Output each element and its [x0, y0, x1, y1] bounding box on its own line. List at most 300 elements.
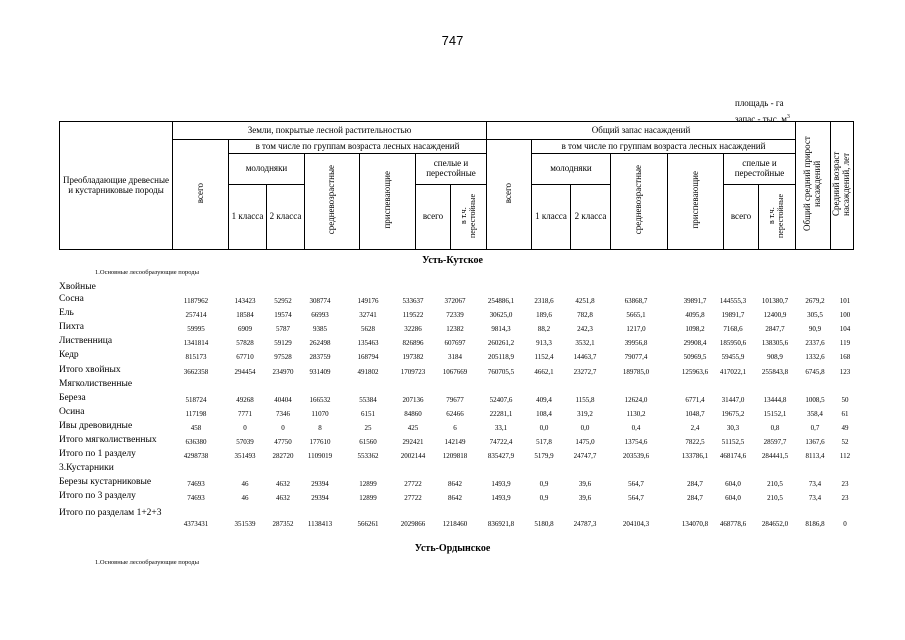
header-species-text: Преобладающие древесные и кустарниковые породы [63, 174, 169, 195]
table-cell: 29908,4 [683, 339, 707, 347]
table-cell: 27722 [404, 494, 422, 502]
table-cell: 0,4 [631, 424, 641, 432]
table-cell: 4632 [276, 480, 290, 488]
table-cell: 607697 [444, 339, 466, 347]
table-cell: 25 [364, 424, 372, 432]
table-row [0, 308, 905, 322]
table-cell: 46 [241, 480, 249, 488]
table-cell: 553362 [357, 452, 379, 460]
row-label: Пихта [59, 322, 84, 332]
table-cell: 6 [453, 424, 457, 432]
header-stock-maturing [668, 154, 724, 250]
table-cell: 67710 [236, 353, 254, 361]
row-label: Итого по 1 разделу [59, 449, 136, 459]
table-cell: 5180,8 [534, 520, 554, 528]
table-cell: 50969,5 [683, 353, 707, 361]
table-cell: 283759 [309, 353, 331, 361]
table-cell: 2679,2 [805, 297, 825, 305]
header-land-maturing [360, 154, 416, 250]
table-cell: 7168,6 [723, 325, 743, 333]
table-cell: 351539 [234, 520, 256, 528]
table-cell: 101 [839, 297, 851, 305]
table-cell: 9814,3 [491, 325, 511, 333]
table-cell: 73,4 [808, 480, 822, 488]
header-stock-groups-text: в том числе по группам возраста лесных насаждений [561, 140, 766, 151]
table-cell: 282720 [272, 452, 294, 460]
header-stock-over [759, 185, 796, 250]
table-cell: 57039 [236, 438, 254, 446]
header-stock-text: Общий запас насаждений [591, 124, 691, 135]
table-row [0, 350, 905, 364]
table-cell: 4662,1 [534, 368, 554, 376]
table-cell: 1067669 [442, 368, 468, 376]
table-cell: 59129 [274, 339, 292, 347]
table-cell: 59995 [187, 325, 205, 333]
table-cell: 52 [841, 438, 849, 446]
table-cell: 292421 [402, 438, 424, 446]
table-cell: 4251,8 [575, 297, 595, 305]
table-cell: 6151 [361, 410, 375, 418]
table-cell: 604,0 [725, 480, 741, 488]
area-unit-note: площадь - га [735, 98, 784, 108]
header-land-class1 [229, 185, 267, 250]
table-cell: 19675,2 [721, 410, 745, 418]
table-cell: 13444,8 [763, 396, 787, 404]
table-cell: 88,2 [537, 325, 551, 333]
header-land-middle [305, 154, 360, 250]
header-land-young [229, 154, 305, 185]
table-cell: 12382 [446, 325, 464, 333]
table-cell: 135463 [357, 339, 379, 347]
table-cell: 1130,2 [626, 410, 646, 418]
table-cell: 39956,8 [624, 339, 648, 347]
header-land-mature [416, 154, 487, 185]
table-cell: 28597,7 [763, 438, 787, 446]
row-label: Итого хвойных [59, 365, 121, 375]
row-label: Березы кустарниковые [59, 477, 152, 487]
header-land-groups-text: в том числе по группам возраста лесных насаждений [255, 140, 460, 151]
row-label: Осина [59, 407, 85, 417]
table-cell: 119522 [402, 311, 424, 319]
table-cell: 564,7 [628, 494, 644, 502]
row-label: Сосна [59, 294, 84, 304]
table-cell: 1493,9 [491, 494, 511, 502]
table-cell: 97528 [274, 353, 292, 361]
table-cell: 66993 [311, 311, 329, 319]
table-cell: 14463,7 [573, 353, 597, 361]
table-cell: 23 [841, 480, 849, 488]
table-cell: 517,8 [536, 438, 552, 446]
table-cell: 7822,5 [685, 438, 705, 446]
table-cell: 5179,9 [534, 452, 554, 460]
table-cell: 125963,6 [681, 368, 709, 376]
table-cell: 305,5 [807, 311, 823, 319]
header-land-young-text: молодняки [245, 163, 288, 174]
header-land-mature-total [416, 185, 451, 250]
section-main-label-1: 1.Основные лесообразующие породы [95, 269, 199, 276]
table-cell: 760705,5 [487, 368, 515, 376]
table-cell: 13754,6 [624, 438, 648, 446]
table-row [0, 421, 905, 435]
table-cell: 294454 [234, 368, 256, 376]
table-cell: 8 [318, 424, 322, 432]
table-cell: 2318,6 [534, 297, 554, 305]
table-cell: 177610 [309, 438, 331, 446]
header-stock-total [487, 140, 532, 250]
table-cell: 61 [841, 410, 849, 418]
table-cell: 255843,8 [761, 368, 789, 376]
region-title-2: Усть-Ордынское [414, 543, 491, 554]
table-cell: 61560 [359, 438, 377, 446]
table-cell: 284,7 [687, 480, 703, 488]
table-cell: 119 [839, 339, 851, 347]
table-cell: 104 [839, 325, 851, 333]
table-cell: 409,4 [536, 396, 552, 404]
table-cell: 2002144 [400, 452, 426, 460]
table-cell: 24747,7 [573, 452, 597, 460]
table-cell: 0,9 [539, 480, 549, 488]
table-cell: 913,3 [536, 339, 552, 347]
table-cell: 636380 [185, 438, 207, 446]
table-cell: 931409 [309, 368, 331, 376]
header-stock-mature-text: спелые и перестойные [734, 158, 785, 178]
header-age-text: Средний возраст насаждений, лет [831, 151, 851, 217]
table-cell: 7771 [238, 410, 252, 418]
table-cell: 63868,7 [624, 297, 648, 305]
table-cell: 815173 [185, 353, 207, 361]
table-cell: 1152,4 [534, 353, 554, 361]
table-cell: 564,7 [628, 480, 644, 488]
table-row [0, 294, 905, 308]
table-cell: 4298738 [183, 452, 209, 460]
table-cell: 8113,4 [805, 452, 825, 460]
table-cell: 0,0 [580, 424, 590, 432]
table-cell: 32741 [359, 311, 377, 319]
header-stock-mature-total-text: всего [730, 211, 752, 222]
group-shrub: 3.Кустарники [59, 463, 114, 473]
table-cell: 134070,8 [681, 520, 709, 528]
table-cell: 3662358 [183, 368, 209, 376]
table-cell: 123 [839, 368, 851, 376]
table-row [0, 336, 905, 350]
table-cell: 319,2 [577, 410, 593, 418]
table-cell: 12400,9 [763, 311, 787, 319]
table-cell: 19574 [274, 311, 292, 319]
table-header [59, 121, 854, 250]
header-stock-young [532, 154, 611, 185]
table-cell: 51152,5 [721, 438, 745, 446]
table-cell: 458 [190, 424, 202, 432]
table-cell: 33,1 [494, 424, 508, 432]
table-cell: 19891,7 [721, 311, 745, 319]
table-cell: 2029866 [400, 520, 426, 528]
table-cell: 1008,5 [805, 396, 825, 404]
table-row [0, 407, 905, 421]
table-cell: 1098,2 [685, 325, 705, 333]
table-row [0, 449, 905, 463]
table-cell: 1341814 [183, 339, 209, 347]
table-row [0, 435, 905, 449]
table-cell: 49 [841, 424, 849, 432]
table-row [0, 322, 905, 336]
table-cell: 79077,4 [624, 353, 648, 361]
table-cell: 234970 [272, 368, 294, 376]
table-cell: 27722 [404, 480, 422, 488]
table-cell: 308774 [309, 297, 331, 305]
table-cell: 1332,6 [805, 353, 825, 361]
table-cell: 59455,9 [721, 353, 745, 361]
table-cell: 142149 [444, 438, 466, 446]
table-cell: 168794 [357, 353, 379, 361]
header-land [173, 122, 487, 140]
header-stock-over-text: в т.ч. перестойные [767, 193, 785, 238]
row-label: Береза [59, 393, 86, 403]
header-land-middle-text: средневозрастные [326, 165, 337, 235]
header-stock-class2 [571, 185, 611, 250]
table-cell: 108,4 [536, 410, 552, 418]
table-cell: 908,9 [767, 353, 783, 361]
header-stock-groups [532, 140, 796, 154]
header-land-mature-text: спелые и перестойные [426, 158, 476, 178]
table-cell: 254886,1 [487, 297, 515, 305]
table-cell: 101380,7 [761, 297, 789, 305]
table-cell: 210,5 [767, 494, 783, 502]
header-stock-maturing-text: приспевающие [689, 171, 700, 229]
table-cell: 8642 [448, 494, 462, 502]
table-cell: 39891,7 [683, 297, 707, 305]
table-cell: 0,9 [539, 494, 549, 502]
table-cell: 2847,7 [765, 325, 785, 333]
group-soft: Мягколиственные [59, 379, 133, 389]
table-cell: 1048,7 [685, 410, 705, 418]
header-land-text: Земли, покрытые лесной растительностью [247, 124, 412, 135]
table-cell: 1367,6 [805, 438, 825, 446]
table-cell: 138305,6 [761, 339, 789, 347]
table-cell: 4373431 [183, 520, 209, 528]
table-cell: 23 [841, 494, 849, 502]
header-land-maturing-text: приспевающие [381, 171, 392, 229]
table-cell: 133786,1 [681, 452, 709, 460]
table-cell: 372067 [444, 297, 466, 305]
table-cell: 3184 [448, 353, 462, 361]
table-cell: 168 [839, 353, 851, 361]
table-cell: 0,8 [770, 424, 780, 432]
header-stock-middle [611, 154, 668, 250]
table-cell: 204104,3 [622, 520, 650, 528]
table-cell: 62466 [446, 410, 464, 418]
table-cell: 189,6 [536, 311, 552, 319]
table-cell: 1209818 [442, 452, 468, 460]
header-land-total-text: всего [194, 182, 205, 204]
table-cell: 8186,8 [805, 520, 825, 528]
header-growth-text: Общий средний прирост насаждений [802, 136, 822, 232]
header-stock-middle-text: средневозрастные [633, 165, 644, 235]
header-stock-mature [724, 154, 796, 185]
table-cell: 210,5 [767, 480, 783, 488]
row-label: Ивы древовидные [59, 421, 133, 431]
table-cell: 203539,6 [622, 452, 650, 460]
table-cell: 79677 [446, 396, 464, 404]
row-label: Итого по разделам 1+2+3 [59, 508, 162, 518]
group-conifer: Хвойные [59, 282, 96, 292]
header-land-over [451, 185, 487, 250]
row-label: Лиственница [59, 336, 113, 346]
table-cell: 1138413 [307, 520, 333, 528]
region-title-1: Усть-Кутское [422, 255, 483, 266]
table-cell: 205118,9 [488, 353, 514, 361]
header-land-over-text: в т.ч. перестойные [458, 193, 477, 238]
page-number: 747 [441, 33, 464, 48]
table-cell: 351493 [234, 452, 256, 460]
table-cell: 189785,0 [622, 368, 650, 376]
table-cell: 24787,3 [573, 520, 597, 528]
table-cell: 533637 [402, 297, 424, 305]
table-cell: 0 [843, 520, 847, 528]
table-cell: 46 [241, 494, 249, 502]
table-cell: 2,4 [690, 424, 700, 432]
header-stock-class2-text: 2 класса [574, 211, 607, 222]
table-cell: 72339 [446, 311, 464, 319]
table-cell: 149176 [357, 297, 379, 305]
row-label: Итого мягколиственных [59, 435, 157, 445]
header-age [831, 122, 854, 250]
table-cell: 90,9 [808, 325, 822, 333]
header-stock-young-text: молодняки [550, 163, 592, 174]
table-cell: 73,4 [808, 494, 822, 502]
table-cell: 100 [839, 311, 851, 319]
row-label: Итого по 3 разделу [59, 491, 136, 501]
table-cell: 207136 [402, 396, 424, 404]
header-stock-mature-total [724, 185, 759, 250]
table-cell: 826896 [402, 339, 424, 347]
table-cell: 287352 [272, 520, 294, 528]
table-cell: 257414 [185, 311, 207, 319]
table-cell: 31447,0 [721, 396, 745, 404]
table-cell: 8642 [448, 480, 462, 488]
table-cell: 1155,8 [575, 396, 595, 404]
table-cell: 9385 [313, 325, 327, 333]
table-cell: 52407,6 [489, 396, 513, 404]
table-cell: 242,3 [577, 325, 593, 333]
table-cell: 284652,0 [761, 520, 789, 528]
table-cell: 18584 [236, 311, 254, 319]
table-cell: 284441,5 [761, 452, 789, 460]
table-row [0, 491, 905, 505]
row-label: Ель [59, 308, 74, 318]
table-cell: 5665,1 [626, 311, 646, 319]
table-cell: 84860 [404, 410, 422, 418]
table-cell: 143423 [234, 297, 256, 305]
table-cell: 468778,6 [719, 520, 747, 528]
table-cell: 30,3 [726, 424, 740, 432]
table-cell: 12899 [359, 494, 377, 502]
table-cell: 0,0 [539, 424, 549, 432]
table-cell: 425 [407, 424, 419, 432]
table-cell: 0 [243, 424, 247, 432]
table-cell: 52952 [274, 297, 292, 305]
table-cell: 604,0 [725, 494, 741, 502]
table-cell: 117198 [185, 410, 207, 418]
table-cell: 4095,8 [685, 311, 705, 319]
header-land-groups [229, 140, 487, 154]
table-cell: 29394 [311, 494, 329, 502]
table-cell: 50 [841, 396, 849, 404]
header-stock-total-text: всего [503, 182, 514, 204]
table-cell: 74693 [187, 480, 205, 488]
table-cell: 284,7 [687, 494, 703, 502]
table-cell: 23272,7 [573, 368, 597, 376]
table-cell: 197382 [402, 353, 424, 361]
header-stock [487, 122, 796, 140]
table-cell: 518724 [185, 396, 207, 404]
header-stock-class1 [532, 185, 571, 250]
table-cell: 6771,4 [685, 396, 705, 404]
header-land-mature-total-text: всего [422, 211, 444, 222]
table-cell: 3532,1 [575, 339, 595, 347]
table-cell: 30625,0 [489, 311, 513, 319]
header-land-class2-text: 2 класса [269, 211, 302, 222]
table-cell: 47750 [274, 438, 292, 446]
table-cell: 836921,8 [487, 520, 515, 528]
table-cell: 6745,8 [805, 368, 825, 376]
table-cell: 1217,0 [626, 325, 646, 333]
table-cell: 39,6 [578, 480, 592, 488]
table-cell: 1109019 [307, 452, 333, 460]
row-label: Кедр [59, 350, 79, 360]
table-cell: 40404 [274, 396, 292, 404]
table-cell: 7346 [276, 410, 290, 418]
table-cell: 12624,0 [624, 396, 648, 404]
table-cell: 1187962 [183, 297, 209, 305]
header-land-class2 [267, 185, 305, 250]
table-cell: 1709723 [400, 368, 426, 376]
table-cell: 782,8 [577, 311, 593, 319]
table-cell: 12899 [359, 480, 377, 488]
table-cell: 112 [839, 452, 851, 460]
table-row [0, 365, 905, 379]
table-cell: 1475,0 [575, 438, 595, 446]
table-cell: 417022,1 [719, 368, 747, 376]
table-cell: 15152,1 [763, 410, 787, 418]
table-cell: 4632 [276, 494, 290, 502]
header-growth [796, 122, 831, 250]
table-cell: 39,6 [578, 494, 592, 502]
table-cell: 144555,3 [719, 297, 747, 305]
table-cell: 262498 [309, 339, 331, 347]
table-cell: 74693 [187, 494, 205, 502]
table-cell: 1493,9 [491, 480, 511, 488]
table-cell: 2337,6 [805, 339, 825, 347]
stock-unit-sup: 3 [786, 114, 790, 120]
stock-unit-text: запас - тыс. м [735, 114, 787, 124]
table-cell: 566261 [357, 520, 379, 528]
table-cell: 260261,2 [487, 339, 515, 347]
table-cell: 358,4 [807, 410, 823, 418]
table-row [0, 393, 905, 407]
table-cell: 32286 [404, 325, 422, 333]
header-stock-class1-text: 1 класса [535, 211, 567, 222]
table-cell: 6909 [238, 325, 252, 333]
header-land-total [173, 140, 229, 250]
table-cell: 29394 [311, 480, 329, 488]
table-cell: 468174,6 [719, 452, 747, 460]
table-cell: 5628 [361, 325, 375, 333]
table-cell: 55384 [359, 396, 377, 404]
table-cell: 5787 [276, 325, 290, 333]
header-species [60, 122, 173, 250]
table-cell: 22281,1 [489, 410, 513, 418]
table-cell: 166532 [309, 396, 331, 404]
